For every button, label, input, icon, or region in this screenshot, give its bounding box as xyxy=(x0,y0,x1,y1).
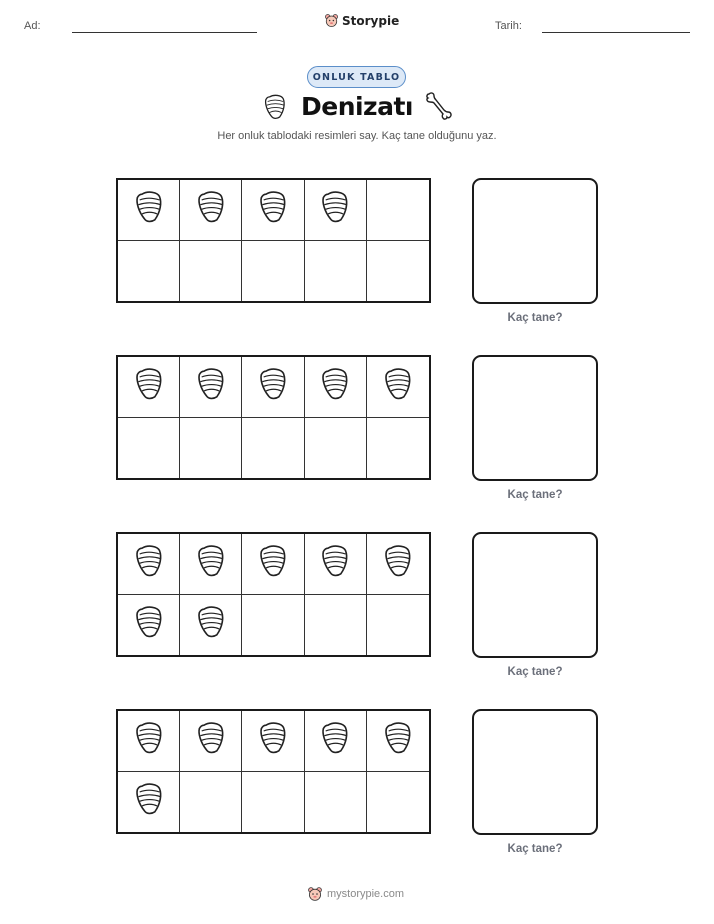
ten-frame-cell xyxy=(242,595,304,656)
ten-frame-cell xyxy=(367,534,429,595)
ten-frame-cell xyxy=(180,595,242,656)
ten-frame-cell xyxy=(118,711,180,772)
ten-frame-cell xyxy=(367,418,429,479)
ten-frame-cell xyxy=(180,534,242,595)
shell-icon xyxy=(259,720,287,761)
shell-icon xyxy=(259,189,287,230)
ten-frame-cell xyxy=(118,772,180,833)
answer-prompt-1: Kaç tane? xyxy=(507,312,563,324)
shell-icon xyxy=(135,366,163,407)
shell-icon xyxy=(321,720,349,761)
shell-icon xyxy=(197,366,225,407)
shell-icon xyxy=(321,366,349,407)
ten-frame-cell xyxy=(305,418,367,479)
date-label: Tarih: xyxy=(495,20,522,32)
shell-icon xyxy=(135,604,163,645)
ten-frame-cell xyxy=(367,180,429,241)
shell-icon xyxy=(197,543,225,584)
shell-icon xyxy=(135,720,163,761)
ten-frame-cell xyxy=(118,595,180,656)
ten-frame-cell xyxy=(118,418,180,479)
ten-frame-3 xyxy=(116,532,431,657)
ten-frame-cell xyxy=(367,357,429,418)
date-line[interactable] xyxy=(542,32,690,33)
ten-frame-cell xyxy=(118,534,180,595)
ten-frame-4 xyxy=(116,709,431,834)
brand-name: Storypie xyxy=(342,13,400,28)
ten-frame-cell xyxy=(242,357,304,418)
shell-icon xyxy=(135,543,163,584)
ten-frame-cell xyxy=(118,241,180,302)
ten-frame-cell xyxy=(180,180,242,241)
ten-frame-cell xyxy=(180,357,242,418)
shell-icon xyxy=(321,189,349,230)
category-badge: ONLUK TABLO xyxy=(307,66,406,88)
ten-frame-cell xyxy=(118,357,180,418)
ten-frame-cell xyxy=(367,241,429,302)
ten-frame-cell xyxy=(180,241,242,302)
ten-frame-cell xyxy=(242,711,304,772)
shell-icon xyxy=(197,189,225,230)
ten-frame-1 xyxy=(116,178,431,303)
answer-prompt-4: Kaç tane? xyxy=(507,843,563,855)
shell-icon xyxy=(321,543,349,584)
shell-icon xyxy=(197,604,225,645)
ten-frame-cell xyxy=(305,241,367,302)
storypie-mascot-icon xyxy=(324,13,339,28)
ten-frame-cell xyxy=(180,418,242,479)
ten-frame-cell xyxy=(180,711,242,772)
ten-frame-cell xyxy=(305,357,367,418)
footer xyxy=(307,886,404,902)
answer-prompt-3: Kaç tane? xyxy=(507,666,563,678)
name-label: Ad: xyxy=(24,20,41,32)
shell-icon xyxy=(197,720,225,761)
storypie-mascot-icon xyxy=(307,886,323,902)
shell-icon xyxy=(384,366,412,407)
shell-icon xyxy=(384,720,412,761)
bone-icon xyxy=(422,90,454,122)
answer-box-4[interactable] xyxy=(472,709,598,835)
instructions: Her onluk tablodaki resimleri say. Kaç tane olduğunu yaz. xyxy=(217,130,497,142)
ten-frame-cell xyxy=(305,180,367,241)
answer-box-2[interactable] xyxy=(472,355,598,481)
ten-frame-cell xyxy=(118,180,180,241)
ten-frame-cell xyxy=(305,772,367,833)
ten-frame-2 xyxy=(116,355,431,480)
ten-frame-cell xyxy=(180,772,242,833)
shell-icon xyxy=(384,543,412,584)
ten-frame-cell xyxy=(305,595,367,656)
shell-icon xyxy=(259,366,287,407)
ten-frame-cell xyxy=(305,711,367,772)
ten-frame-cell xyxy=(367,595,429,656)
ten-frame-cell xyxy=(242,241,304,302)
ten-frame-cell xyxy=(242,418,304,479)
footer-url[interactable]: mystorypie.com xyxy=(327,888,405,900)
ten-frame-cell xyxy=(242,534,304,595)
ten-frame-cell xyxy=(305,534,367,595)
ten-frame-cell xyxy=(367,711,429,772)
shell-icon xyxy=(135,781,163,822)
shell-icon xyxy=(135,189,163,230)
page-title: Denizatı xyxy=(300,92,413,121)
brand-logo xyxy=(324,13,399,28)
answer-box-3[interactable] xyxy=(472,532,598,658)
name-line[interactable] xyxy=(72,32,257,33)
answer-prompt-2: Kaç tane? xyxy=(507,489,563,501)
ten-frame-cell xyxy=(242,772,304,833)
ten-frame-cell xyxy=(367,772,429,833)
shell-icon xyxy=(259,543,287,584)
ten-frame-cell xyxy=(242,180,304,241)
answer-box-1[interactable] xyxy=(472,178,598,304)
